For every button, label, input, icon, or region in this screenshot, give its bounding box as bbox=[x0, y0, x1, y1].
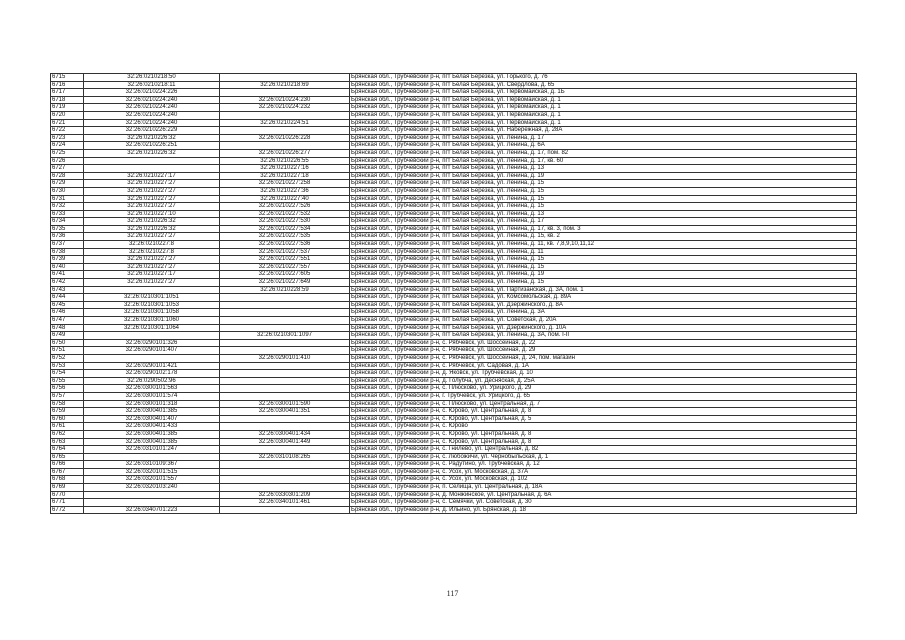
row-number-cell: 6738 bbox=[51, 248, 84, 256]
object-cadastral-number-cell: 32:26:0210226:55 bbox=[220, 157, 350, 165]
table-row bbox=[51, 111, 857, 119]
row-number-cell: 6754 bbox=[51, 370, 84, 378]
row-number-cell: 6751 bbox=[51, 347, 84, 355]
cadastral-number-cell: 32:26:0210224:240 bbox=[84, 111, 220, 119]
cadastral-number-cell: 32:26:0210227:8 bbox=[84, 241, 220, 249]
address-cell: Брянская обл., Трубчевский р-н, пгт Белая Березка, ул. Ленина, д. 17 bbox=[350, 218, 857, 226]
address-cell: Брянская обл., Трубчевский р-н, пгт Белая Березка, ул. Ленина, д. 11, кв. 7,8,9,10,11,12 bbox=[350, 241, 857, 249]
row-number-cell: 6759 bbox=[51, 408, 84, 416]
cadastral-number-cell: 32:26:0300401:385 bbox=[84, 438, 220, 446]
address-cell: Брянская обл., Трубчевский р-н, пгт Белая Березка, ул. Ленина, д. 15 bbox=[350, 263, 857, 271]
row-number-cell: 6719 bbox=[51, 104, 84, 112]
row-number-cell: 6733 bbox=[51, 210, 84, 218]
address-cell: Брянская обл., Трубчевский р-н, пгт Белая Березка, ул. Первомайская, д. 1Б bbox=[350, 89, 857, 97]
cadastral-number-cell: 32:26:0300401:385 bbox=[84, 430, 220, 438]
table-row bbox=[51, 210, 857, 218]
table-row bbox=[51, 301, 857, 309]
row-number-cell: 6749 bbox=[51, 332, 84, 340]
cadastral-number-cell: 32:26:0300401:407 bbox=[84, 415, 220, 423]
object-cadastral-number-cell bbox=[220, 377, 350, 385]
address-cell: Брянская обл., Трубчевский р-н, пгт Белая Березка, ул. Ленина, д. 17, пом. 82 bbox=[350, 149, 857, 157]
address-cell: Брянская обл., Трубчевский р-н, пгт Белая Березка, ул. Ленина, д. 15 bbox=[350, 256, 857, 264]
object-cadastral-number-cell: 32:26:0210224:230 bbox=[220, 96, 350, 104]
cadastral-number-cell: 32:26:0210227:27 bbox=[84, 187, 220, 195]
address-cell: Брянская обл., Трубчевский р-н, пгт Белая Березка, ул. Первомайская, д. 1 bbox=[350, 111, 857, 119]
cadastral-number-cell: 32:26:0290101:407 bbox=[84, 347, 220, 355]
table-row bbox=[51, 339, 857, 347]
row-number-cell: 6743 bbox=[51, 286, 84, 294]
object-cadastral-number-cell: 32:26:0210227:649 bbox=[220, 279, 350, 287]
address-cell: Брянская обл., Трубчевский р-н, п. Селища, ул. Центральная, д. 18А bbox=[350, 484, 857, 492]
address-cell: Брянская обл., Трубчевский р-н, г. Трубчевск, ул. Урицкого, д. 65 bbox=[350, 392, 857, 400]
table-row bbox=[51, 461, 857, 469]
address-cell: Брянская обл., Трубчевский р-н, с. Усох, ул. Московская, д. 37А bbox=[350, 468, 857, 476]
table-row bbox=[51, 134, 857, 142]
cadastral-number-cell bbox=[84, 157, 220, 165]
cadastral-number-cell: 32:26:0290101:421 bbox=[84, 362, 220, 370]
address-cell: Брянская обл., Трубчевский р-н, пгт Белая Березка, ул. Ленина, д. 17, кв. 3, пом. 3 bbox=[350, 225, 857, 233]
object-cadastral-number-cell: 32:26:0210227:258 bbox=[220, 180, 350, 188]
cadastral-number-cell: 32:26:0210226:32 bbox=[84, 134, 220, 142]
table-row bbox=[51, 491, 857, 499]
row-number-cell: 6758 bbox=[51, 400, 84, 408]
cadastral-number-cell: 32:26:0210301:1051 bbox=[84, 294, 220, 302]
object-cadastral-number-cell bbox=[220, 446, 350, 454]
table-row bbox=[51, 218, 857, 226]
table-row bbox=[51, 430, 857, 438]
row-number-cell: 6720 bbox=[51, 111, 84, 119]
address-cell: Брянская обл., Трубчевский р-н, с. Рябчевск, ул. Шоссейная, д. 29 bbox=[350, 347, 857, 355]
table-row bbox=[51, 415, 857, 423]
object-cadastral-number-cell bbox=[220, 339, 350, 347]
row-number-cell: 6716 bbox=[51, 81, 84, 89]
row-number-cell: 6741 bbox=[51, 271, 84, 279]
row-number-cell: 6750 bbox=[51, 339, 84, 347]
object-cadastral-number-cell: 32:26:0210227:526 bbox=[220, 203, 350, 211]
row-number-cell: 6742 bbox=[51, 279, 84, 287]
address-cell: Брянская обл., Трубчевский р-н, пгт Белая Березка, ул. Ленина, д. 11 bbox=[350, 248, 857, 256]
cadastral-number-cell: 32:26:0300101:574 bbox=[84, 392, 220, 400]
object-cadastral-number-cell bbox=[220, 370, 350, 378]
object-cadastral-number-cell bbox=[220, 74, 350, 82]
row-number-cell: 6723 bbox=[51, 134, 84, 142]
address-cell: Брянская обл., Трубчевский р-н, с. Юрово, ул. Центральная, д. 8 bbox=[350, 438, 857, 446]
cadastral-number-cell: 32:26:0290101:326 bbox=[84, 339, 220, 347]
object-cadastral-number-cell bbox=[220, 484, 350, 492]
object-cadastral-number-cell bbox=[220, 392, 350, 400]
row-number-cell: 6721 bbox=[51, 119, 84, 127]
cadastral-number-cell bbox=[84, 165, 220, 173]
row-number-cell: 6735 bbox=[51, 225, 84, 233]
table-row bbox=[51, 248, 857, 256]
table-row bbox=[51, 89, 857, 97]
address-cell: Брянская обл., Трубчевский р-н, с. Рябчевск, ул. Шоссейная, д. 24, пом. магазин bbox=[350, 354, 857, 362]
cadastral-number-cell: 32:26:0320101:557 bbox=[84, 476, 220, 484]
address-cell: Брянская обл., Трубчевский р-н, пгт Белая Березка, ул. Набережная, д. 28А bbox=[350, 127, 857, 135]
row-number-cell: 6726 bbox=[51, 157, 84, 165]
address-cell: Брянская обл., Трубчевский р-н, д. Яковск, ул. Трубчевская, д. 10 bbox=[350, 370, 857, 378]
address-cell: Брянская обл., Трубчевский р-н, пгт Белая Березка, ул. Дзержинского, д. 10А bbox=[350, 324, 857, 332]
address-cell: Брянская обл., Трубчевский р-н, с. Усох, ул. Московская, д. 102 bbox=[350, 476, 857, 484]
row-number-cell: 6727 bbox=[51, 165, 84, 173]
cadastral-number-cell: 32:26:0210227:27 bbox=[84, 256, 220, 264]
cadastral-number-cell: 32:26:0210224:240 bbox=[84, 104, 220, 112]
cadastral-number-cell: 32:26:0210227:8 bbox=[84, 248, 220, 256]
cadastral-number-cell bbox=[84, 332, 220, 340]
cadastral-number-cell: 32:26:0210226:32 bbox=[84, 225, 220, 233]
table-row bbox=[51, 104, 857, 112]
object-cadastral-number-cell: 32:26:0210224:51 bbox=[220, 119, 350, 127]
cadastral-number-cell: 32:26:0300101:318 bbox=[84, 400, 220, 408]
cadastral-number-cell bbox=[84, 499, 220, 507]
table-row bbox=[51, 279, 857, 287]
object-cadastral-number-cell: 32:26:0210301:1097 bbox=[220, 332, 350, 340]
table-row bbox=[51, 317, 857, 325]
object-cadastral-number-cell: 32:26:0210227:537 bbox=[220, 248, 350, 256]
row-number-cell: 6737 bbox=[51, 241, 84, 249]
object-cadastral-number-cell: 32:26:0210227:530 bbox=[220, 218, 350, 226]
row-number-cell: 6734 bbox=[51, 218, 84, 226]
address-cell: Брянская обл., Трубчевский р-н, пгт Белая Березка, ул. Ленина, д. 13 bbox=[350, 165, 857, 173]
table-row bbox=[51, 271, 857, 279]
table-row bbox=[51, 195, 857, 203]
cadastral-number-cell: 32:26:0300401:385 bbox=[84, 408, 220, 416]
cadastral-number-cell: 32:26:0300401:433 bbox=[84, 423, 220, 431]
table-row bbox=[51, 453, 857, 461]
object-cadastral-number-cell: 32:26:0310108:265 bbox=[220, 453, 350, 461]
address-cell: Брянская обл., Трубчевский р-н, с. Плюсково, ул. Центральная, д. 7 bbox=[350, 400, 857, 408]
object-cadastral-number-cell: 32:26:0210227:557 bbox=[220, 263, 350, 271]
object-cadastral-number-cell: 32:26:0210224:232 bbox=[220, 104, 350, 112]
table-row bbox=[51, 332, 857, 340]
address-cell: Брянская обл., Трубчевский р-н, д. Голубча, ул. Десняская, д. 25А bbox=[350, 377, 857, 385]
cadastral-number-cell: 32:26:0210224:240 bbox=[84, 96, 220, 104]
cadastral-number-cell: 32:26:0310101:247 bbox=[84, 446, 220, 454]
table-row bbox=[51, 119, 857, 127]
row-number-cell: 6771 bbox=[51, 499, 84, 507]
object-cadastral-number-cell bbox=[220, 111, 350, 119]
object-cadastral-number-cell bbox=[220, 294, 350, 302]
table-row bbox=[51, 423, 857, 431]
table-row bbox=[51, 165, 857, 173]
table-row bbox=[51, 324, 857, 332]
cadastral-number-cell bbox=[84, 453, 220, 461]
table-row bbox=[51, 438, 857, 446]
cadastral-number-cell: 32:26:0210227:10 bbox=[84, 210, 220, 218]
address-cell: Брянская обл., Трубчевский р-н, пгт Белая Березка, ул. Ленина, д. 15 bbox=[350, 195, 857, 203]
table-row bbox=[51, 309, 857, 317]
table-row bbox=[51, 81, 857, 89]
object-cadastral-number-cell bbox=[220, 476, 350, 484]
table-row bbox=[51, 354, 857, 362]
cadastral-number-cell: 32:26:0210301:1053 bbox=[84, 301, 220, 309]
object-cadastral-number-cell: 32:26:0210227:36 bbox=[220, 187, 350, 195]
row-number-cell: 6740 bbox=[51, 263, 84, 271]
row-number-cell: 6747 bbox=[51, 317, 84, 325]
address-cell: Брянская обл., Трубчевский р-н, с. Юрово, ул. Центральная, д. 8 bbox=[350, 408, 857, 416]
cadastral-number-cell: 32:26:0340701:223 bbox=[84, 506, 220, 514]
object-cadastral-number-cell: 32:26:0300401:449 bbox=[220, 438, 350, 446]
row-number-cell: 6772 bbox=[51, 506, 84, 514]
cadastral-number-cell: 32:26:0210226:229 bbox=[84, 127, 220, 135]
object-cadastral-number-cell: 32:26:0210228:59 bbox=[220, 286, 350, 294]
table-row bbox=[51, 256, 857, 264]
table-row bbox=[51, 294, 857, 302]
table-row bbox=[51, 233, 857, 241]
address-cell: Брянская обл., Трубчевский р-н, пгт Белая Березка, ул. Первомайская, д. 1 bbox=[350, 119, 857, 127]
table-row bbox=[51, 370, 857, 378]
row-number-cell: 6764 bbox=[51, 446, 84, 454]
row-number-cell: 6718 bbox=[51, 96, 84, 104]
address-cell: Брянская обл., Трубчевский р-н, пгт Белая Березка, ул. Советская, д. 20А bbox=[350, 317, 857, 325]
object-cadastral-number-cell: 32:26:0210227:536 bbox=[220, 241, 350, 249]
address-cell: Брянская обл., Трубчевский р-н, д. Монжинское, ул. Центральная, д. 6А bbox=[350, 491, 857, 499]
object-cadastral-number-cell bbox=[220, 506, 350, 514]
address-cell: Брянская обл., Трубчевский р-н, пгт Белая Березка, ул. Ленина, д. 15 bbox=[350, 187, 857, 195]
address-cell: Брянская обл., Трубчевский р-н, с. Юрово, ул. Центральная, д. 8 bbox=[350, 430, 857, 438]
cadastral-number-cell: 32:26:0210226:32 bbox=[84, 149, 220, 157]
address-cell: Брянская обл., Трубчевский р-н, пгт Белая Березка, ул. Ленина, д. 15, кв. 2 bbox=[350, 233, 857, 241]
table-row bbox=[51, 392, 857, 400]
cadastral-number-cell: 32:26:0210301:1060 bbox=[84, 317, 220, 325]
address-cell: Брянская обл., Трубчевский р-н, пгт Белая Березка, ул. Ленина, д. 15 bbox=[350, 180, 857, 188]
table-row bbox=[51, 180, 857, 188]
object-cadastral-number-cell bbox=[220, 461, 350, 469]
cadastral-number-cell: 32:26:0290502:96 bbox=[84, 377, 220, 385]
object-cadastral-number-cell: 32:26:0210227:16 bbox=[220, 165, 350, 173]
address-cell: Брянская обл., Трубчевский р-н, д. Ильино, ул. Брянская, д. 18 bbox=[350, 506, 857, 514]
object-cadastral-number-cell bbox=[220, 423, 350, 431]
address-cell: Брянская обл., Трубчевский р-н, с. Гнилево, ул. Центральная, д. 82 bbox=[350, 446, 857, 454]
table-row bbox=[51, 203, 857, 211]
address-cell: Брянская обл., Трубчевский р-н, пгт Белая Березка, ул. Первомайская, д. 1 bbox=[350, 96, 857, 104]
address-cell: Брянская обл., Трубчевский р-н, пгт Белая Березка, ул. Дзержинского, д. 8А bbox=[350, 301, 857, 309]
registry-table-body bbox=[51, 74, 857, 514]
cadastral-number-cell: 32:26:0290102:178 bbox=[84, 370, 220, 378]
object-cadastral-number-cell: 32:26:0210227:551 bbox=[220, 256, 350, 264]
cadastral-number-cell: 32:26:0210218:50 bbox=[84, 74, 220, 82]
table-row bbox=[51, 476, 857, 484]
cadastral-number-cell: 32:26:0210227:27 bbox=[84, 263, 220, 271]
cadastral-number-cell: 32:26:0210227:27 bbox=[84, 203, 220, 211]
object-cadastral-number-cell: 32:26:0300101:590 bbox=[220, 400, 350, 408]
object-cadastral-number-cell: 32:26:0210227:40 bbox=[220, 195, 350, 203]
row-number-cell: 6766 bbox=[51, 461, 84, 469]
address-cell: Брянская обл., Трубчевский р-н, пгт Белая Березка, ул. Ленина, д. 17 bbox=[350, 134, 857, 142]
cadastral-number-cell: 32:26:0210227:27 bbox=[84, 279, 220, 287]
row-number-cell: 6731 bbox=[51, 195, 84, 203]
object-cadastral-number-cell bbox=[220, 89, 350, 97]
row-number-cell: 6730 bbox=[51, 187, 84, 195]
object-cadastral-number-cell: 32:26:0210227:532 bbox=[220, 210, 350, 218]
cadastral-number-cell: 32:26:0310109:367 bbox=[84, 461, 220, 469]
row-number-cell: 6762 bbox=[51, 430, 84, 438]
row-number-cell: 6717 bbox=[51, 89, 84, 97]
row-number-cell: 6753 bbox=[51, 362, 84, 370]
table-row bbox=[51, 377, 857, 385]
row-number-cell: 6729 bbox=[51, 180, 84, 188]
row-number-cell: 6745 bbox=[51, 301, 84, 309]
row-number-cell: 6728 bbox=[51, 172, 84, 180]
object-cadastral-number-cell: 32:26:0210227:605 bbox=[220, 271, 350, 279]
object-cadastral-number-cell bbox=[220, 415, 350, 423]
address-cell: Брянская обл., Трубчевский р-н, пгт Белая Березка, ул. Ленина, д. 15 bbox=[350, 279, 857, 287]
object-cadastral-number-cell bbox=[220, 324, 350, 332]
row-number-cell: 6763 bbox=[51, 438, 84, 446]
address-cell: Брянская обл., Трубчевский р-н, пгт Белая Березка, ул. Ленина, д. 19 bbox=[350, 271, 857, 279]
row-number-cell: 6760 bbox=[51, 415, 84, 423]
object-cadastral-number-cell: 32:26:0340101:461 bbox=[220, 499, 350, 507]
row-number-cell: 6739 bbox=[51, 256, 84, 264]
cadastral-number-cell bbox=[84, 491, 220, 499]
object-cadastral-number-cell: 32:26:0300401:434 bbox=[220, 430, 350, 438]
registry-sheet bbox=[50, 73, 857, 514]
object-cadastral-number-cell bbox=[220, 468, 350, 476]
row-number-cell: 6757 bbox=[51, 392, 84, 400]
row-number-cell: 6736 bbox=[51, 233, 84, 241]
object-cadastral-number-cell bbox=[220, 142, 350, 150]
address-cell: Брянская обл., Трубчевский р-н, с. Семячки, ул. Советская, д. 30 bbox=[350, 499, 857, 507]
cadastral-number-cell: 32:26:0210227:27 bbox=[84, 195, 220, 203]
cadastral-number-cell: 32:26:0210224:226 bbox=[84, 89, 220, 97]
row-number-cell: 6755 bbox=[51, 377, 84, 385]
table-row bbox=[51, 225, 857, 233]
table-row bbox=[51, 484, 857, 492]
address-cell: Брянская обл., Трубчевский р-н, пгт Белая Березка, ул. Свердлова, д. 65 bbox=[350, 81, 857, 89]
table-row bbox=[51, 400, 857, 408]
address-cell: Брянская обл., Трубчевский р-н, с. Плюсково, ул. Урицкого, д. 29 bbox=[350, 385, 857, 393]
address-cell: Брянская обл., Трубчевский р-н, пгт Белая Березка, ул. Партизанская, д. 3А, пом. 1 bbox=[350, 286, 857, 294]
row-number-cell: 6725 bbox=[51, 149, 84, 157]
row-number-cell: 6722 bbox=[51, 127, 84, 135]
cadastral-number-cell: 32:26:0210301:1064 bbox=[84, 324, 220, 332]
object-cadastral-number-cell: 32:26:0210227:534 bbox=[220, 225, 350, 233]
object-cadastral-number-cell: 32:26:0300401:351 bbox=[220, 408, 350, 416]
table-row bbox=[51, 468, 857, 476]
object-cadastral-number-cell bbox=[220, 317, 350, 325]
cadastral-number-cell: 32:26:0210226:251 bbox=[84, 142, 220, 150]
row-number-cell: 6767 bbox=[51, 468, 84, 476]
table-row bbox=[51, 241, 857, 249]
address-cell: Брянская обл., Трубчевский р-н, пгт Белая Березка, ул. Ленина, д. 13 bbox=[350, 210, 857, 218]
table-row bbox=[51, 408, 857, 416]
cadastral-number-cell bbox=[84, 286, 220, 294]
object-cadastral-number-cell bbox=[220, 309, 350, 317]
address-cell: Брянская обл., Трубчевский р-н, пгт Белая Березка, ул. Ленина, д. 3А, пом. I-II bbox=[350, 332, 857, 340]
table-row bbox=[51, 362, 857, 370]
table-row bbox=[51, 149, 857, 157]
object-cadastral-number-cell: 32:26:0210218:69 bbox=[220, 81, 350, 89]
object-cadastral-number-cell: 32:26:0210227:18 bbox=[220, 172, 350, 180]
table-row bbox=[51, 347, 857, 355]
address-cell: Брянская обл., Трубчевский р-н, пгт Белая Березка, ул. Горького, д. 76 bbox=[350, 74, 857, 82]
cadastral-number-cell: 32:26:0210301:1058 bbox=[84, 309, 220, 317]
address-cell: Брянская обл., Трубчевский р-н, пгт Белая Березка, ул. Ленина, д. 19 bbox=[350, 172, 857, 180]
row-number-cell: 6765 bbox=[51, 453, 84, 461]
registry-table bbox=[50, 73, 857, 514]
table-row bbox=[51, 74, 857, 82]
object-cadastral-number-cell: 32:26:0210226:277 bbox=[220, 149, 350, 157]
table-row bbox=[51, 506, 857, 514]
row-number-cell: 6748 bbox=[51, 324, 84, 332]
table-row bbox=[51, 142, 857, 150]
address-cell: Брянская обл., Трубчевский р-н, пгт Белая Березка, ул. Первомайская, д. 1 bbox=[350, 104, 857, 112]
table-row bbox=[51, 187, 857, 195]
table-row bbox=[51, 263, 857, 271]
address-cell: Брянская обл., Трубчевский р-н, с. Радутино, ул. Трубчевская, д. 12 bbox=[350, 461, 857, 469]
object-cadastral-number-cell bbox=[220, 347, 350, 355]
table-row bbox=[51, 385, 857, 393]
table-row bbox=[51, 96, 857, 104]
address-cell: Брянская обл., Трубчевский р-н, пгт Белая Березка, ул. Ленина, д. 3А bbox=[350, 309, 857, 317]
cadastral-number-cell: 32:26:0210218:11 bbox=[84, 81, 220, 89]
address-cell: Брянская обл., Трубчевский р-н, с. Рябчевск, ул. Садовая, д. 1А bbox=[350, 362, 857, 370]
row-number-cell: 6746 bbox=[51, 309, 84, 317]
cadastral-number-cell: 32:26:0210227:27 bbox=[84, 180, 220, 188]
row-number-cell: 6756 bbox=[51, 385, 84, 393]
object-cadastral-number-cell bbox=[220, 127, 350, 135]
address-cell: Брянская обл., Трубчевский р-н, пгт Белая Березка, ул. Ленина, д. 15 bbox=[350, 203, 857, 211]
row-number-cell: 6744 bbox=[51, 294, 84, 302]
cadastral-number-cell: 32:26:0210227:17 bbox=[84, 172, 220, 180]
row-number-cell: 6715 bbox=[51, 74, 84, 82]
cadastral-number-cell: 32:26:0210227:27 bbox=[84, 233, 220, 241]
object-cadastral-number-cell bbox=[220, 385, 350, 393]
object-cadastral-number-cell bbox=[220, 301, 350, 309]
address-cell: Брянская обл., Трубчевский р-н, пгт Белая Березка, ул. Комсомольская, д. 89А bbox=[350, 294, 857, 302]
cadastral-number-cell: 32:26:0320103:240 bbox=[84, 484, 220, 492]
cadastral-number-cell: 32:26:0300101:563 bbox=[84, 385, 220, 393]
address-cell: Брянская обл., Трубчевский р-н, пгт Белая Березка, ул. Ленина, д. 6А bbox=[350, 142, 857, 150]
object-cadastral-number-cell: 32:26:0210227:535 bbox=[220, 233, 350, 241]
table-row bbox=[51, 157, 857, 165]
address-cell: Брянская обл., Трубчевский р-н, с. Рябчевск, ул. Шоссейная, д. 22 bbox=[350, 339, 857, 347]
table-row bbox=[51, 446, 857, 454]
cadastral-number-cell: 32:26:0210224:240 bbox=[84, 119, 220, 127]
object-cadastral-number-cell: 32:26:0330301:209 bbox=[220, 491, 350, 499]
table-row bbox=[51, 127, 857, 135]
object-cadastral-number-cell: 32:26:0290101:410 bbox=[220, 354, 350, 362]
table-row bbox=[51, 499, 857, 507]
cadastral-number-cell: 32:26:0210227:17 bbox=[84, 271, 220, 279]
cadastral-number-cell bbox=[84, 354, 220, 362]
cadastral-number-cell: 32:26:0210226:32 bbox=[84, 218, 220, 226]
object-cadastral-number-cell bbox=[220, 362, 350, 370]
row-number-cell: 6770 bbox=[51, 491, 84, 499]
table-row bbox=[51, 172, 857, 180]
table-row bbox=[51, 286, 857, 294]
address-cell: Брянская обл., Трубчевский р-н, с. Юрово bbox=[350, 423, 857, 431]
row-number-cell: 6724 bbox=[51, 142, 84, 150]
row-number-cell: 6732 bbox=[51, 203, 84, 211]
cadastral-number-cell: 32:26:0320101:515 bbox=[84, 468, 220, 476]
address-cell: Брянская обл., Трубчевский р-н, с. Любожичи, ул. Чернобыльская, д. 1 bbox=[350, 453, 857, 461]
row-number-cell: 6761 bbox=[51, 423, 84, 431]
object-cadastral-number-cell: 32:26:0210226:228 bbox=[220, 134, 350, 142]
address-cell: Брянская обл., Трубчевский р-н, с. Юрово, ул. Центральная, д. 5 bbox=[350, 415, 857, 423]
row-number-cell: 6769 bbox=[51, 484, 84, 492]
page-number: 117 bbox=[446, 589, 459, 598]
address-cell: Брянская обл., Трубчевский р-н, пгт Белая Березка, ул. Ленина, д. 17, кв. 60 bbox=[350, 157, 857, 165]
row-number-cell: 6752 bbox=[51, 354, 84, 362]
row-number-cell: 6768 bbox=[51, 476, 84, 484]
